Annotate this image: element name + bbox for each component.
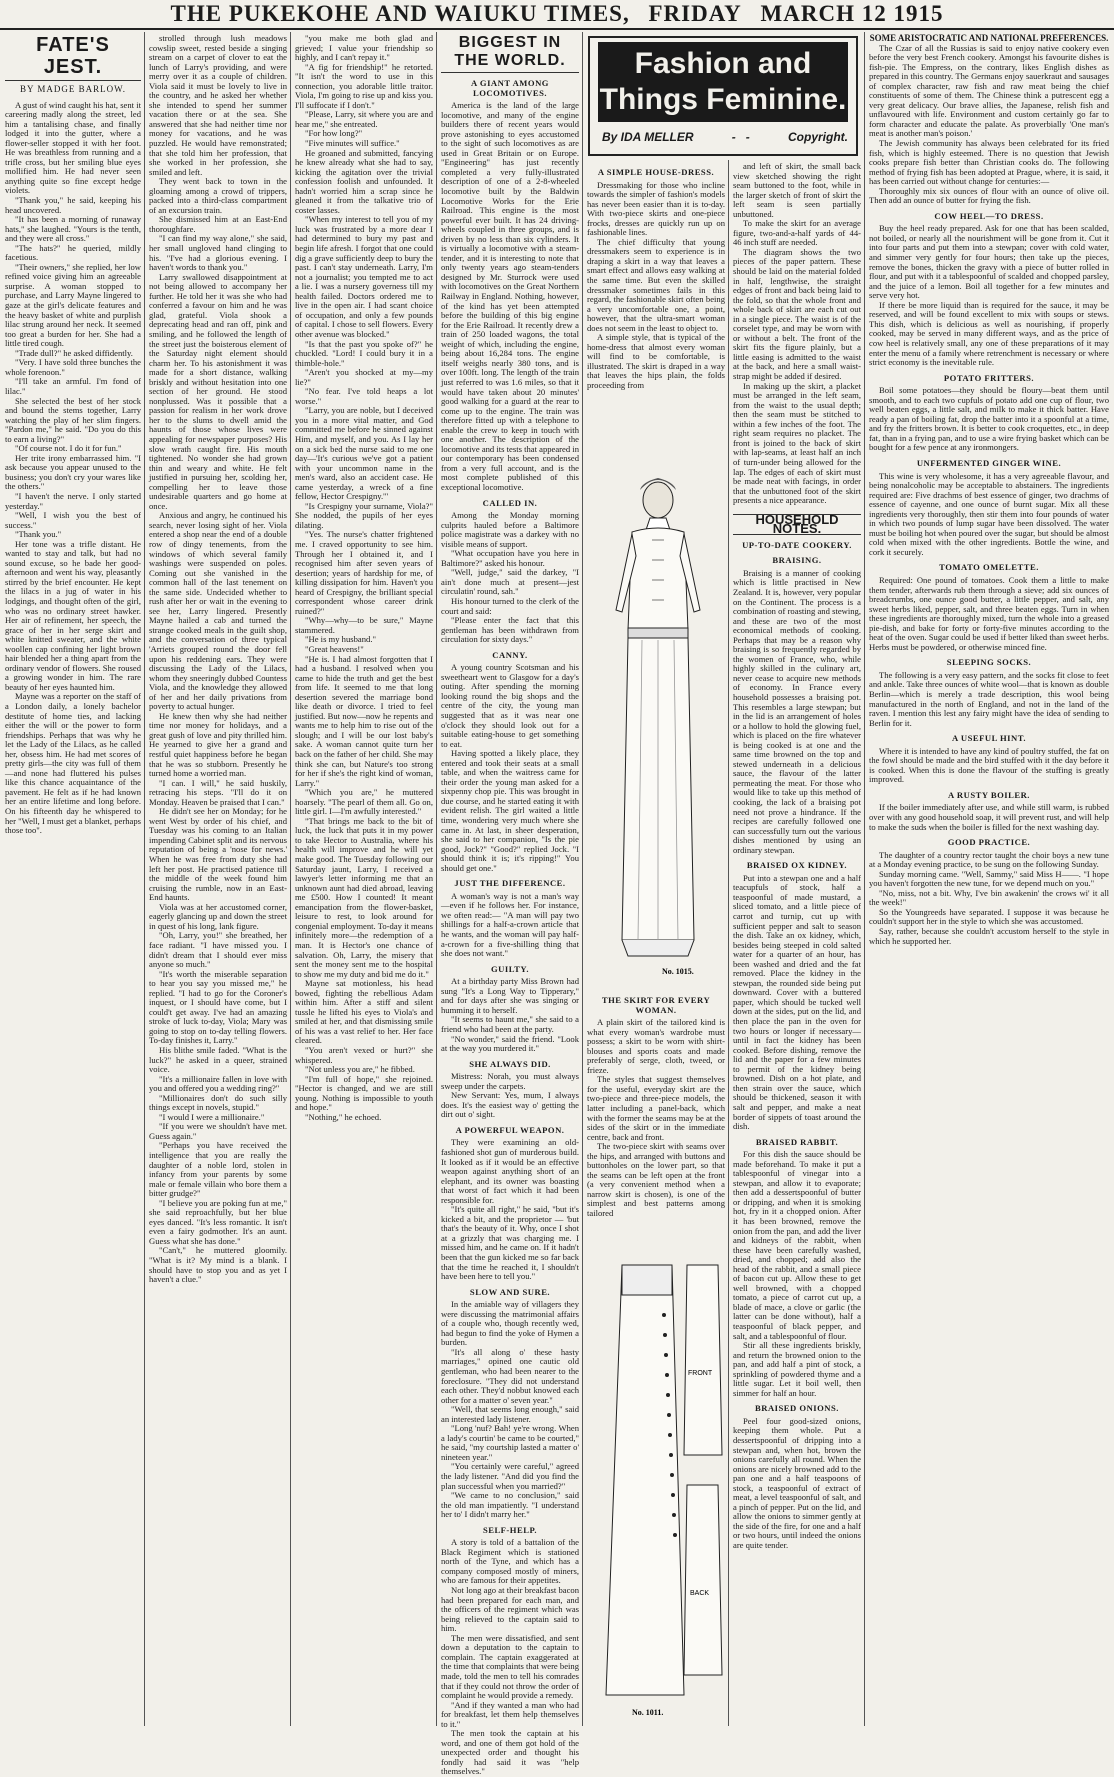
article-body <box>869 851 1109 946</box>
article-subhead: SLEEPING SOCKS. <box>946 657 1032 668</box>
story-continuation <box>149 34 287 1285</box>
article-subhead: BRAISED RABBIT. <box>755 1136 839 1147</box>
paragraph: To make the skirt for an average figure, two-and-a-half yards of 44-46 inch stuff are needed. <box>733 218 861 248</box>
article-subhead: BRAISING. <box>772 555 822 566</box>
article-subhead: SLOW AND SURE. <box>469 1286 551 1297</box>
paragraph: "Not unless you are," he fibbed. <box>305 1064 415 1075</box>
paragraph: "Please, Larry, sit where you are and hear me," she entreated. <box>295 109 433 129</box>
article-subhead: UNFERMENTED GINGER WINE. <box>916 457 1062 468</box>
paragraph: "Very. I have sold three bunches the whole forenoon." <box>5 357 141 377</box>
paragraph: "For how long?" <box>305 128 363 139</box>
paragraph: Where it is intended to have any kind of poultry stuffed, the fat on the fowl should be made and the bird stuffed with it the day before it is cooked. When this is done the flavour of the stuffing is greatly improved. <box>869 745 1109 785</box>
paragraph: Peel four good-sized onions, keeping them whole. Put a dessertspoonful of dripping into a stewpan and, when hot, brown the onions carefully all round. When the onions are nicely browned add to the pan one and a half teaspoons of stock, a teaspoonful of extract of meat, a level teaspoonful of salt, and a pinch of pepper. Put on the lid, and allow the onions to simmer gently at the side of the fire, for one and a half or two hours, until indeed the onions are quite tender. <box>733 1415 861 1551</box>
paragraph: The diagram shows the two pieces of the paper pattern. These should be laid on the material folded in half, lengthwise, the straight edges of front and back being laid to the fold, so that the whole front and whole back of skirt are each cut out in a single piece. The waist is of the corselet type, and may be worn with or without a belt. The front of the skirt fits the figure plainly, but a little easing is admitted to the waist at the back, and here a small waist-strap might be added if desired. <box>733 246 861 382</box>
column-rule <box>436 32 437 1726</box>
dress-illustration <box>592 460 724 980</box>
article-subhead: SOME ARISTOCRATIC AND NATIONAL PREFERENCES. <box>869 33 1109 43</box>
paragraph: "When my interest to tell you of my luck was frustrated by a more dear I had determined to bury my past and begin life afresh. I forgot that one could dig a grave sufficiently deep to bury the past. I can't stay underneath. Larry, I'm not a journalist; you tempted me to act a lie. I was a nursery governess till my health failed. Doctors ordered me to live in the open air. I had scant choice of occupation, and only a few pounds of capital. I chose to sell flowers. Every other avenue was blocked." <box>295 214 433 339</box>
article-body <box>869 671 1109 728</box>
paragraph: "Well, I wish you the best of success." <box>5 510 141 530</box>
paragraph: "He is my husband." <box>305 634 376 645</box>
paragraph: "If you were we shouldn't have met. Guess again." <box>149 1121 287 1141</box>
article-body <box>733 569 861 855</box>
paragraph: Buy the heel ready prepared. Ask for one that has been scalded, not boiled, or nearly all the nourishment will be gone from it. Cut it into four parts and put them into a stewpan; cover with cold water, and simmer very gently for four hours; then take up the pieces, remove the bones, thicken the gravy with a piece of butter rolled in flour, and put with it a tablespoonful of scalded and chopped parsley, and the juice of a lemon. Boil all together for a few minutes and serve very hot. <box>869 223 1109 301</box>
paragraph: "What occupation have you here in Baltimore?" asked his honour. <box>441 548 579 568</box>
paragraph: "It seems to haunt me," she said to a friend who had been at the party. <box>441 1014 579 1034</box>
masthead <box>0 0 1114 30</box>
article-body <box>441 1538 579 1777</box>
paragraph: A simple style, that is typical of the home-dress that almost every woman will find to be comfortable, is illustrated. The skirt is draped in a way that leaves the hips plain, the folds proceeding from <box>587 332 725 391</box>
column-3 <box>292 34 436 1724</box>
paragraph: "I'll take an armful. I'm fond of lilac." <box>5 376 141 396</box>
paragraph: "It's quite all right," he said, "but it's kicked a bit, and the proprietor — 'but that's the beauty of it. Why, once I shot at a grizzly that was charging me. I missed him, and he came on. If it hadn't been that the gun kicked me so far back that the time he reached it, I shouldn't have been here to tell you." <box>441 1204 579 1282</box>
article-body <box>587 1018 725 1218</box>
article-body <box>441 1300 579 1520</box>
article-subhead: BRAISED ONIONS. <box>755 1403 839 1414</box>
paragraph: "Thank you," he said, keeping his head uncovered. <box>5 195 141 215</box>
paragraph: "He is. I had almost forgotten that I had a husband. I resolved when you came to hide the truth and get the best from life. It seemed to me that long desertion severed the marriage bond like death or divorce. I tried to feel justified. But now—now he repents and wants me to help him to rise out of the slough; and I will be our lost baby's sake. A woman cannot quite turn her back on the father of her child. She may think she can, but Nature's too strong for her if she's the right kind of woman, Larry." <box>295 653 433 788</box>
paragraph: "And if they wanted a man who had for breakfast, let them help themselves to it." <box>441 1699 579 1729</box>
column-4 <box>438 34 582 1777</box>
paragraph: "No wonder," said the friend. "Look at the way you murdered it." <box>441 1033 579 1054</box>
paragraph: "Which you are," he muttered hoarsely. "The pearl of them all. Go on, little girl. I—I'm awfully interested." <box>295 787 433 817</box>
paragraph: Among the Monday morning culprits hauled before a Baltimore police magistrate was a darkey with no visible means of support. <box>441 510 579 549</box>
article-subhead: GUILTY. <box>491 963 529 974</box>
paragraph: "It has been a morning of runaway hats," she laughed. "Yours is the tenth, and they were all cross." <box>5 214 141 244</box>
paragraph: They went back to town in the gloaming among a crowd of trippers, packed into a third-class compartment of an excursion train. <box>149 176 287 215</box>
paragraph: He groaned and submitted, fancying he knew already what she had to say, kicking the agitation over the trivial confession foolish and unfounded. It hadn't worried him a scrap since he gleaned it from the talkative trio of coster lasses. <box>295 147 433 215</box>
article-body <box>733 1150 861 1398</box>
paragraph: The chief difficulty that young dressmakers seem to experience is in draping a skirt in a way that leaves a smart effect and allows easy walking at the same time. But even the skilled dressmaker sometimes fails in this regard, the fashionable skirt often being a very uncomfortable one, a point, however, that the ultra-smart woman does not seem in the least to object to. <box>587 236 725 333</box>
paragraph: In the amiable way of villagers they were discussing the matrimonial affairs of a couple who, though recently wed, had begun to find the yoke of Hymen a burden. <box>441 1299 579 1348</box>
paragraph: "You aren't vexed or hurt?" she whispered. <box>295 1044 433 1065</box>
paragraph: America is the land of the large locomotive, and many of the engine builders there of recent years would prove astonishing to eyes accustomed to the sight of such locomotives as are used in Great Britain or on Europe. "Engineering" has just recently completed a very fully-illustrated description of one of a 2-8-wheeled locomotive built by the Baldwin Locomotive Works for the Erie Railroad. This engine is the most powerful ever built. It has 24 driving-wheels coupled in three groups, and is driven by no less than six cylinders. It is virtually a locomotive with a steam-tender, and it is interesting to note that only twenty years ago steam-tenders designed by Mr. Sturrock were used with locomotives on the Great Northern Railway in England. Nothing, however, of the kind has yet been attempted before the building of this big engine for the Erie Railroad. It recently drew a train of 250 loaded wagons, the total weight of which, including the engine, being about 16,284 tons. The engine itself weighs nearly 380 tons, and is over 100ft. long. The length of the train just referred to was 1.6 miles, so that it would have taken about 20 minutes' good walking for a guard at the rear to come up to the engine. The train was therefore fitted up with a telephone to enable the crew to keep in touch with one another. The description of the locomotive and its tests that appeared in our contemporary has been condensed from a very full account, and is the most complete published of this exceptional locomotive. <box>441 100 579 492</box>
article-subhead: GOOD PRACTICE. <box>947 837 1031 848</box>
column-5b <box>584 990 728 1219</box>
paragraph: At a birthday party Miss Brown had sung "It's a Long Way to Tipperary," and for days after she was singing or humming it to herself. <box>441 976 579 1015</box>
article-body <box>441 663 579 873</box>
story-byline: BY MADGE BARLOW. <box>19 84 127 94</box>
article-subhead: A SIMPLE HOUSE-DRESS. <box>597 167 715 177</box>
paragraph: New Servant: Yes, mum, I always does. It's the easiest way o' getting the dirt out o' sight. <box>441 1090 579 1120</box>
article-subhead: THE SKIRT FOR EVERY WOMAN. <box>601 995 711 1015</box>
paragraph: "That brings me back to the bit of luck, the luck that puts it in my power to take Hector to Australia, where his health will improve and he will yet make good. The Tuesday following our Saturday jaunt, Larry, I received a lawyer's letter informing me that an unknown aunt had died abroad, leaving me £500. How I counted! It meant emancipation from the flower-basket, leisure to rest, to look around for congenial employment. To-day it means infinitely more—the redemption of a man. It is Hector's one chance of salvation. Oh, Larry, the misery that sent the money sent me to the hospital to show me my duty and bid me do it." <box>295 815 433 979</box>
article-body <box>441 101 579 492</box>
article-body <box>441 1138 579 1281</box>
paragraph: "Their owners," she replied, her low refined voice giving him an agreeable surprise. A woman stopped to purchase, and Larry Mayne lingered to gaze at the girl's delicate features and the heavy basket of white and purplish lilac strung around her neck. It seemed too great a burden for her. She had a little tired cough. <box>5 261 141 349</box>
column-rule <box>582 32 583 1726</box>
article-subhead: JUST THE DIFFERENCE. <box>454 878 566 889</box>
column-rule <box>144 32 145 1726</box>
paragraph: "Thank you." <box>15 529 62 540</box>
fashion-title: Fashion and Things Feminine. <box>598 42 848 122</box>
paragraph: "Oh, Larry, you!" she breathed, her face radiant. "I have missed you. I didn't dream that I should ever miss anyone so much." <box>149 930 287 970</box>
paragraph: A plain skirt of the tailored kind is what every woman's wardrobe must possess; a skirt to be worn with shirt-blouses and sports coats and made preferably of serge, cloth, tweed, or frieze. <box>587 1017 725 1075</box>
paragraph: "Well, judge," said the darkey, "I ain't done much at present—jest circulatin' round, sah." <box>441 567 579 597</box>
paragraph: "Please enter the fact that this gentleman has been withdrawn from circulation for sixty days." <box>441 615 579 645</box>
fashion-byline <box>602 130 848 144</box>
paragraph: "Of course not. I do it for fun." <box>15 443 122 454</box>
paragraph: Mistress: Norah, you must always sweep under the carpets. <box>441 1071 579 1091</box>
paragraph: "I can. I will," he said huskily, retracing his steps. "I'll do it on Monday. Heaven be praised that I can." <box>149 777 287 807</box>
paragraph: He didn't see her on Monday; for he went West by order of his chief, and Tuesday was his coming to an Italian impending Cabinet split and its nervous reputation of being a 'nose for news.' When he was free from duty she had left her post. He practised patience till the middle of the week found him cruising the rumble, now in an East-End haunts. <box>149 806 287 903</box>
article-body <box>869 44 1109 206</box>
paragraph: The daughter of a country rector taught the choir boys a new tune at a Monday evening practice, to be sung on the following Sunday. <box>869 849 1109 870</box>
article-body <box>441 977 579 1053</box>
fashion-author: By IDA MELLER <box>602 130 694 144</box>
column-1 <box>2 34 144 1724</box>
paragraph: Stir all these ingredients briskly, and return the browned onion to the pan, and add half a pint of stock, a sprinkling of powdered thyme and a little sugar. Let it boil well, then simmer for half an hour. <box>733 1340 861 1398</box>
fashion-header-box <box>588 36 858 156</box>
paragraph: "It's all along o' these hasty marriages," opined one cautic old gentleman, who had been nearer to the foreclosure. "They did not understand each other. They'd nobbut knowed each other for a matter o' seven year." <box>441 1346 579 1405</box>
paragraph: The following is a very easy pattern, and the socks fit close to feet and ankle. Take three ounces of white wool—that is known as double Berlin—which is merely a trade description, this wool being manufactured in the north of England, and not in the land of the raven. I mention this lest any fairy might have the idea of sending to Berlin for it. <box>869 669 1109 728</box>
column-rule <box>864 32 865 1726</box>
paragraph: "Why—why—to be sure," Mayne stammered. <box>295 615 433 635</box>
skirt-front-label: FRONT <box>688 1370 713 1377</box>
paragraph: "It's worth the miserable separation to hear you say you missed me," he replied. "I had to go for the Coroner's inquest, or I should have come, but I could't get away. I've had an amazing stroke of luck to-day, Viola; Mary was going to stop on to-day telling flowers. To-day finishes it, Larry." <box>149 968 287 1046</box>
paragraph: Having spotted a likely place, they entered and took their seats at a small table, and when the waitress came for their order the young man asked for a sixpenny chop pie. This was brought in due course, and he started eating it with evident relish. The girl waited a little time, wondering very much where she came in. At last, in sheer desperation, she said to her companion, "Is the pie good, Jock?" "Good?" replied Jock. "I should think it is; it's ripping!" You should get one." <box>441 748 579 873</box>
article-subhead: CANNY. <box>492 649 528 660</box>
fashion-copyright: Copyright. <box>788 130 848 144</box>
paragraph: "I haven't the nerve. I only started yesterday." <box>5 490 141 511</box>
paragraph: "Is Crespigny your surname, Viola?" She nodded, the pupils of her eyes dilating. <box>295 500 433 530</box>
article-subhead: POTATO FRITTERS. <box>943 372 1035 383</box>
paragraph: "Trade dull?" he asked diffidently. <box>15 347 133 358</box>
article-body <box>441 511 579 645</box>
paragraph: The two-piece skirt with seams over the hips, and arranged with buttons and buttonholes on the lower part, so that the seams can be left open at the front (a very convenient method when a narrow skirt is chosen), is one of the simplest and best patterns among tailored <box>587 1141 725 1219</box>
paragraph: "I'm full of hope," she rejoined. "Hector is changed, and we are still young. Nothing is impossible to youth and hope." <box>295 1073 433 1113</box>
article-subhead: TOMATO OMELETTE. <box>939 562 1039 573</box>
masthead-day: FRIDAY <box>648 1 742 26</box>
paragraph: Mayne sat motionless, his head bowed, fighting the rebellious Adam within him. After a stiff and silent tussle he lifted his eyes to Viola's and smiled at her, and that dismissing smile of his was a vast relief to her. Her face cleared. <box>295 978 433 1046</box>
household-notes-title: HOUSEHOLD NOTES. <box>733 514 861 535</box>
paragraph: A young country Scotsman and his sweetheart went to Glasgow for a day's outing. After spending the morning looking round the big shops and the centre of the city, the young man suggested that as it was near one o'clock they should look out for a suitable eating-house to get something to eat. <box>441 662 579 749</box>
paragraph: A woman's way is not a man's way —even if he follows her. For instance, we often read:— "A man will pay two shillings for a half-a-crown article that he wants, and the woman will pay half-a-crown for a five-shilling thing that she does not want." <box>441 890 579 959</box>
paragraph: If the boiler immediately after use, and while still warm, is rubbed over with any good household soap, it will prevent rust, and will help to make the suds when the boiler is filled for the next washing day. <box>869 802 1109 832</box>
paragraph: A story is told of a battalion of the Black Regiment which is stationed north of the Tyne, and which has a company composed mostly of miners, who are famous for their appetites. <box>441 1537 579 1586</box>
article-body <box>869 472 1109 558</box>
article-subhead: A POWERFUL WEAPON. <box>455 1124 565 1135</box>
paragraph: "Well, that seems long enough," said an interested lady listener. <box>441 1404 579 1424</box>
article-subhead: CALLED IN. <box>482 497 538 508</box>
paragraph: For this dish the sauce should be made beforehand. To make it put a tablespoonful of vinegar into a stewpan, and allow it to evaporate; then add a dessertspoonful of butter or dripping, and when it is smoking hot, fry in it a chopped onion. After it has been browned, remove the onion from the pan, and add the liver and kidneys of the rabbit, when these have been carefully washed, dried, and chopped; add also the head of the rabbit, and a small piece of bacon cut up. Allow these to get well browned, with a chopped tomato, a piece of carrot cut up, a blade of mace, a clove or garlic (the latter can be done without), half a teaspoonful of black pepper, and salt, and a tablespoonful of flour. <box>733 1149 861 1341</box>
paragraph: Mayne was a reporter on the staff of a London daily, a lonely bachelor destitute of home ties, and lacking either the will or the power to form friendships. Perhaps that was why he let the Lady of the Lilacs, as he called her, obsess him. He had met scores of pretty girls—the city was full of them—and none had fluttered his pulses like this chance acquaintance of the pavement. He felt as if he had known her an entire lifetime and long before. On his fifteenth day he whispered to her "Well, I must get a blanket, perhaps those too". <box>5 691 141 836</box>
skirt-continuation <box>733 162 861 506</box>
paragraph: In making up the skirt, a placket must be arranged in the left seam, from the waist to the usual depth; then the seam must be stitched to within a few inches of the foot. The right seam requires no placket. The front is joined to the back of skirt with lap-seams, at least half an inch of turn-under being allowed for the lap. The edges of each of skirt must be made neat with facings, in order that the unbuttoned foot of the skirt presents a nice appearance. <box>733 380 861 506</box>
paragraph: "Millionaires don't do such silly things except in novels, stupid." <box>149 1092 287 1113</box>
paragraph: "Can't," he muttered gloomily. "What is it? My mind is a blank. I should have to stop you and as yet I haven't a clue." <box>149 1245 287 1285</box>
story-body <box>5 101 141 836</box>
column-6 <box>730 162 864 1724</box>
article-body <box>587 181 725 391</box>
paragraph: "You certainly were careful," agreed the lady listener. "And did you find the plan successful when you married?" <box>441 1461 579 1491</box>
paragraph: If there be more liquid than is required for the sauce, it may be reserved, and will be found excellent to mix with soups or stews. This dish, which is delicious as well as nourishing, if properly cooked, may be served in many different ways, and as the price of cow heel is relatively small, any one of these preparations of it may enter the menu of a family where retrenchment is necessary or where strict economy is the inevitable rule. <box>869 299 1109 368</box>
paragraph: "Perhaps you have received the intelligence that you are really the daughter of a noble lord, stolen in infancy from your parents by some male or female villain who bore them a bitter grudge?" <box>149 1140 287 1199</box>
article-subhead: A RUSTY BOILER. <box>948 789 1030 800</box>
paragraph: Not long ago at their breakfast bacon had been prepared for each man, and the officers of the regiment which was being relieved to the captain said to him. <box>441 1585 579 1634</box>
paragraph: Larry swallowed disappointment at not being allowed to accompany her further. He told her it was she who had conferred a favour on him and he was glad, grateful. Viola shook a deprecating head and ran off, pink and smiling, and he followed the length of the street just the boisterous element of the Saturday night element should charm her. To his astonishment it was made for a short distance, walking briskly and without hesitation into one section of her ground. He stood nonplussed. Was it possible that a passion for realism in her work drove her to the slums to dwell amid the haunts of those whose lives were appealing for newspaper purposes? His slow wrath caught fire. His mouth tightened. No wonder she had grown thin and weary and white. He felt justified in pursuing her, scolding her, compelling her to leave those undesirable quarters and go home at once. <box>149 271 287 511</box>
paragraph: His honour turned to the clerk of the court and said: <box>441 595 579 616</box>
article-body <box>869 386 1109 453</box>
article-subhead: COW HEEL—TO DRESS. <box>934 210 1044 221</box>
paragraph: This wine is very wholesome, it has a very agreeable flavour, and being nonalcoholic may be acceptable to abstainers. The ingredients required are: Five drachms of best essence of ginger, two drachms of essence of cayenne, and one ounce of burnt sugar. Mix all these ingredients very thoroughly, then stir them into four pounds of water in which two pounds of lump sugar have been dissolved. The water must be boiling hot when poured over the sugar, but should be almost cold when mixed with the other ingredients. Bottle the wine, and cork it securely. <box>869 470 1109 557</box>
article-subhead: BRAISED OX KIDNEY. <box>746 860 848 871</box>
article-subhead: A USEFUL HINT. <box>952 733 1026 744</box>
paragraph: "Yes. The nurse's chatter frightened me. I craved opportunity to see him. Through her I obtained it, and I recognised him after seven years of desertion; years of hardship for me, of killing dissipation for him. Haven't you heard of Crespigny, the brilliant special correspondent whose career drink ruined?" <box>295 529 433 616</box>
fig1-caption: No. 1015. <box>662 967 694 976</box>
column-7 <box>866 34 1112 1724</box>
paragraph: The Jewish community has always been celebrated for its fried fish, which is highly esteemed. There is no question that Jewish cooks prepare fish better than Christian cooks do. The following method of frying fish has been adopted at Prague, where, it is said, it has been carried out without change for centuries:— <box>869 138 1109 187</box>
article-subhead: SHE ALWAYS DID. <box>469 1058 551 1069</box>
paragraph: She selected the best of her stock and bound the stems together, Larry watching the play of her slim fingers. "Pardon me," he said. "Do you do this to earn a living?" <box>5 395 141 444</box>
paragraph: Viola was at her accustomed corner, eagerly glancing up and down the street in quest of his long, lank figure. <box>149 901 287 931</box>
article-body <box>733 874 861 1132</box>
article-title: BIGGEST IN THE WORLD. <box>441 34 579 73</box>
paragraph: "The hats?" he queried, mildly facetious. <box>5 242 141 263</box>
dress-figure-svg <box>592 460 724 980</box>
article-body <box>869 747 1109 785</box>
fig2-caption: No. 1011. <box>632 1708 664 1717</box>
paragraph: Sunday morning came. "Well, Sammy," said Miss H——. "I hope you haven't forgotten the new tune, for we depend much on you." <box>869 868 1109 889</box>
paragraph: So the Youngreeds have separated. I suppose it was because he couldn't support her in the style to which she was accustomed. <box>869 906 1109 927</box>
paragraph: Boil some potatoes—they should be floury—beat them until smooth, and to each two cupfuls of potato add one cup of flour, two well beaten eggs, a little salt, and milk to make it thick batter. Have ready a pan of boiling fat, drop the batter into it a spoonful at a time, and fry the fritters brown. It is better to cook croquettes, etc., in deep fat, than in a frying pan, and to use a wire frying basket which can be bought for a few pence at any ironmongers. <box>869 385 1109 453</box>
paragraph: "No, miss, not a bit. Why, I've bin awakenin' the crows wi' it all the week!" <box>869 887 1109 908</box>
paragraph: and left of skirt, the small back view sketched showing the right seam buttoned to the foot, while in the larger sketch of front of skirt the left seam is seen partially unbuttoned. <box>733 161 861 219</box>
column-rule <box>290 32 291 1726</box>
paragraph: Braising is a manner of cooking which is little practised in New Zealand. It is, however, very popular on the Continent. The process is a combination of roasting and stewing, and these are two of the most economical methods of cooking. Perhaps that may be a reason why braising is so frequently regarded by the women of France, who, while highly skilled in the culinary art, never cease to acquire new methods of economy. In France every household possesses a braising pot. This resembles a large stewpan; but in the lid is an arrangement of holes or a hollow to hold the glowing fuel, which is placed on the fire whatever is being cooked is at one and the same time browned on the top and stewed underneath in a delicious sauce, the flavour of the latter permeating the meat. For those who would like to take up this method of cooking, the lack of a braising pot need not prove a hindrance. If the recipes are carefully followed one can successfully turn out the various dishes mentioned by using an ordinary stewpan. <box>733 567 861 855</box>
paragraph: His blithe smile faded. "What is the luck?" he asked in a queer, strained voice. <box>149 1044 287 1075</box>
paragraph: The Czar of all the Russias is said to enjoy native cookery even before the very best French cookery. Amongst his favourite dishes is fish-pie. The Empress, on the contrary, likes English dishes as prepared in this country. The Germans enjoy sauerkraut and sausages of complex character, raw fish and raw meat being the chief constituents of some of them. The Chinese think a putrescent egg a very great delicacy. Our brave allies, the Japanese, relish fish and unflavoured with life. Environment and custom certainly go far to form character and educate the palate. As proverbially 'One man's meat is another man's poison.' <box>869 42 1109 139</box>
paragraph: He knew then why she had neither time nor money for holidays, and a great gush of love and pity thrilled him. He yearned to give her a grand and restful quiet happiness before he began that he was so stubborn. Presently he turned home a worried man. <box>149 710 287 779</box>
paragraph: Put into a stewpan one and a half teacupfuls of stock, half a teaspoonful of made mustard, a sliced tomato, and a little piece of carrot and turnip, cut up with sufficient pepper and salt to season the dish. Take an ox kidney, which, besides being steeped in cold salted water for a quarter of an hour, has been washed and dried and the fat removed. Place the kidney in the stewpan, the rounded side being put downward. Cover with a buttered paper, which should be tucked well down at the sides, put on the lid, and then place the pan in the oven for two hours or longer if necessary—until in fact the kidney has been cooked. Before dishing, remove the lid and the paper for a few minutes to permit of the kidney being browned. Dish on a hot plate, and then strain over the sauce, which should be thickened, season it with salt and pepper, and make a neat border of sippets of toast around the dish. <box>733 872 861 1132</box>
paragraph: "A fig for friendship!" he retorted. "It isn't the word to use in this connection, you adorable little traitor. Viola, I'm going to rise up and kiss you. I'll suffocate if I don't." <box>295 61 433 110</box>
paragraph: "Is that the past you spoke of?" he chuckled. "Lord! I could bury it in a thimble-hole." <box>295 338 433 368</box>
article-body <box>869 576 1109 652</box>
paragraph: Say, rather, because she couldn't accustom herself to the style in which he supported her. <box>869 926 1109 946</box>
paragraph: The styles that suggest themselves for the useful, everyday skirt are the two-piece and three-piece models, the latter including a panel-back, which with the former the seams may be at the sides of the skirt or in the immediate centre, back and front. <box>587 1074 725 1142</box>
fashion-separator: - - <box>731 130 750 144</box>
paragraph: Required: One pound of tomatoes. Cook them a little to make them tender, afterwards rub them through a sieve; add six ounces of breadcrumbs, one ounce good butter, a little pepper, and salt, any sweet herbs liked, pepper, salt, and three beaten eggs. Turn in when these ingredients are thoroughly mixed, turn the whole into a greased pie-dish, and bake for forty or forty-five minutes according to the heat of the oven. Sugar could be used if better liked than sweet herbs. Herbs must be powdered, or otherwise minced fine. <box>869 574 1109 652</box>
paragraph: Anxious and angry, he continued his search, never losing sight of her. Viola entered a shop near the end of a double row of dingy tenements, from the windows of which several family washings were suspended on poles. Coming out she vanished in the common hall of the last tenement on the same side. Undecided whether to rush after her or wait in the evening to see her, Larry lingered. Presently Mayne hailed a cab and turned the strange cooked meals in the guilt shop, and the conversation of three typical 'Arriets grouped round the door fell upon his reddening ears. They were discussing the Lady of the Lilacs, whom they sneeringly dubbed Countess Viola, and the knowledge they allowed of her and her daily privations from poverty to actual hunger. <box>149 510 287 712</box>
article-body <box>869 803 1109 832</box>
story-continuation <box>295 34 433 1122</box>
paragraph: They were examining an old-fashioned shot gun of murderous build. It looked as if it would be an effective weapon against anything short of an elephant, and its owner was boasting that worst of fact which it had been responsible for. <box>441 1137 579 1205</box>
article-body <box>733 1417 861 1551</box>
paragraph: "Five minutes will suffice." <box>305 138 400 149</box>
paragraph: "No fear. I've told heaps a lot worse." <box>295 386 433 406</box>
paragraph: The men were dissatisfied, and sent down a deputation to the captain to complain. The captain exaggerated at the time that complaints that were being made, told the men to tell his comrades that if they could not throw the order of complaint he would provide a remedy. <box>441 1632 579 1701</box>
article-subhead: SELF-HELP. <box>482 1524 538 1535</box>
paragraph: Her tone was a trifle distant. He wanted to stay and talk, but had no sound excuse, so he bade her good-afternoon and went his way, pleasantly stirred by the brief encounter. He kept the lilacs in a jug of water in his lodgings, and thought often of the girl, who was no ordinary street hawker. Her air of refinement, her speech, the grace of her in her serge skirt and white knitted sweater, and the white woollen cap confining her light brown hair blended her a thing apart from the ordinary vendor of flowers. She roused a growing wonder in him. The rare beauty of her eyes haunted him. <box>5 538 141 692</box>
article-body <box>441 1072 579 1120</box>
paragraph: "I can find my way alone," she said, her small ungloved hand clinging to his. "I've had a glorious evening. I haven't words to thank you." <box>149 233 287 273</box>
article-subhead: A GIANT AMONG LOCOMOTIVES. <box>471 78 549 98</box>
paragraph: "It's a millionaire fallen in love with you and offered you a wedding ring?" <box>149 1073 287 1094</box>
paragraph: "We came to no conclusion," said the old man impatiently. "I understand her to' I didn't marry her." <box>441 1490 579 1520</box>
paragraph: strolled through lush meadows cowslip sweet, rested beside a singing stream on a carpet of clover to eat the lunch of Larry's providing, and were merry over it as a couple of children. Viola said it must be lovely to live in the country, and he asked her whether she intended to spend her summer vacation there or at the sea. She answered that she had neither time nor money for vacations, and he was puzzled. He would have remonstrated; that she told him her profession, that she worked in her profession, she smiled and left. <box>149 33 287 177</box>
paragraph: "Larry, you are noble, but I deceived you in a more vital matter, and God committed me before he sinned against Him, and myself, and you. As I lay her on a sick bed the nurse said to me one day—'It's curious we've got a patient with your uncommon name in the men's ward, also an accident case. He came yesterday, a wreck of a fine fellow, Hector Crespigny.'" <box>295 405 433 502</box>
article-body <box>869 224 1109 367</box>
paragraph: "Long 'nuf? Bah! ye're wrong. When a lady's courtin' be came to be courted," he said, "my courtship lasted a matter o' nineteen year." <box>441 1423 579 1462</box>
paragraph: "Great heavens!" <box>305 644 364 654</box>
masthead-date: MARCH 12 1915 <box>760 1 944 26</box>
masthead-name: THE PUKEKOHE AND WAIUKU TIMES, <box>170 1 630 26</box>
paragraph: "Aren't you shocked at my—my lie?" <box>295 367 433 387</box>
paragraph: A gust of wind caught his hat, sent it careering madly along the street, led him a tantalising chase, and finally lodged it into the gutter, where a flower-seller stopped it with her foot. He was breathless from running and a trifle cross, but her smiling blue eyes mollified him. He had never seen anything quite so fine except hedge violets. <box>5 99 141 196</box>
paragraph: "Nothing," he echoed. <box>305 1111 382 1122</box>
paragraph: Her trite irony embarrassed him. "I ask because you appear unused to the business; you don't cry your wares like the others." <box>5 452 141 492</box>
paragraph: Dressmaking for those who incline towards the simpler of fashion's models has never been easier than it is to-day. With two-piece skirts and one-piece frocks, dresses are quickly run up on fashionable lines. <box>587 179 725 238</box>
skirt-figure-svg <box>592 1255 724 1725</box>
paragraph: She dismissed him at an East-End thoroughfare. <box>149 214 287 234</box>
story-title: FATE'S JEST. <box>5 34 141 81</box>
article-body <box>441 892 579 959</box>
paragraph: "I would I were a millionaire." <box>159 1111 265 1122</box>
household-subtitle: UP-TO-DATE COOKERY. <box>742 539 852 550</box>
paragraph: Thoroughly mix six ounces of flour with an ounce of olive oil. Then add an ounce of butter for frying the fish. <box>869 185 1109 206</box>
paragraph: "you make me both glad and grieved; I value your friendship so highly, and I can't repay it." <box>295 33 433 63</box>
column-2 <box>146 34 290 1724</box>
paragraph: "I believe you are poking fun at me," she said reproachfully, but her blue eyes danced. "It's less romantic. It isn't even a fairy godmother. It's an aunt. Guess what she has done." <box>149 1197 287 1246</box>
skirt-back-label: BACK <box>690 1590 710 1597</box>
paragraph: The men took the captain at his word, and one of them got hold of the unexpected order and thought his fondly had said it was "help themselves." <box>441 1728 579 1777</box>
